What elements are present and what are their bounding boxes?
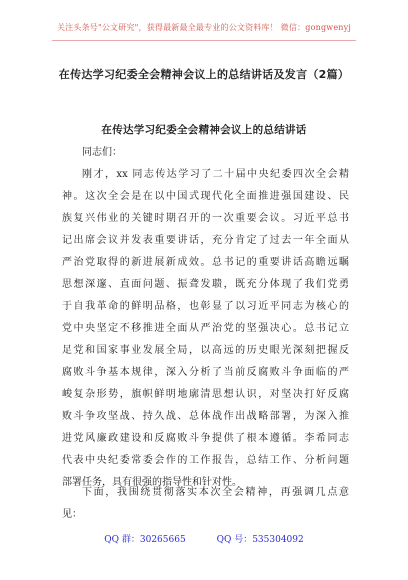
paragraph-line: 见：: [62, 509, 82, 520]
paragraph-2: [62, 482, 349, 526]
footer-contacts: [0, 532, 408, 545]
header-banner: 关注头条号"公文研究"，获得最新最全最专业的公文资料库！ 微信：gongwenyj: [56, 23, 352, 32]
paragraph-line: 足党和国家事业发展全局，以高远的历史眼光深刻把握反: [62, 345, 349, 356]
paragraph-line: 记出席会议并发表重要讲话，充分肯定了过去一年全面从: [62, 235, 349, 246]
salutation: 同志们：: [82, 147, 122, 158]
paragraph-line: 于自我革命的鲜明品格，也彰显了以习近平同志为核心的: [62, 301, 349, 312]
paragraph-line: 部署任务，具有很强的指导性和针对性。: [62, 477, 242, 488]
paragraph-line: 刚才，xx 同志传达学习了二十届中央纪委四次全会精: [82, 169, 349, 180]
footer-qq-number: QQ 号：535304092: [216, 535, 304, 545]
paragraph-line: 党中央坚定不移推进全面从严治党的坚强决心。总书记立: [62, 323, 349, 334]
paragraph-line: 代表中央纪委常委会作的工作报告，总结工作、分析问题: [62, 455, 349, 466]
paragraph-line: 神。这次全会是在以中国式现代化全面推进强国建设、民: [62, 191, 349, 202]
paragraph-line: 峻复杂形势，旗帜鲜明地廓清思想认识，对坚决打好反腐: [62, 389, 349, 400]
paragraph-line: 思想深邃、直面问题、振聋发聩，既充分体现了我们党勇: [62, 279, 349, 290]
paragraph-line: 腐败斗争基本规律，深入分析了当前反腐败斗争面临的严: [62, 367, 349, 378]
paragraph-line: 败斗争攻坚战、持久战、总体战作出战略部署，为深入推: [62, 411, 349, 422]
paragraph-line: 严治党取得的新进展新成效。总书记的重要讲话高瞻远瞩: [62, 257, 349, 268]
document-title: 在传达学习纪委全会精神会议上的总结讲话及发言（2篇）: [58, 68, 350, 81]
header-divider: [52, 40, 356, 41]
paragraph-line: 下面，我围绕贯彻落实本次全会精神，再强调几点意: [82, 487, 349, 498]
paragraph-1: [62, 164, 349, 494]
paragraph-line: 进党风廉政建设和反腐败斗争提供了根本遵循。李希同志: [62, 433, 349, 444]
section-title: 在传达学习纪委全会精神会议上的总结讲话: [101, 124, 307, 136]
footer-qq-group: QQ 群：30265665: [104, 535, 186, 545]
paragraph-line: 族复兴伟业的关键时期召开的一次重要会议。习近平总书: [62, 213, 349, 224]
